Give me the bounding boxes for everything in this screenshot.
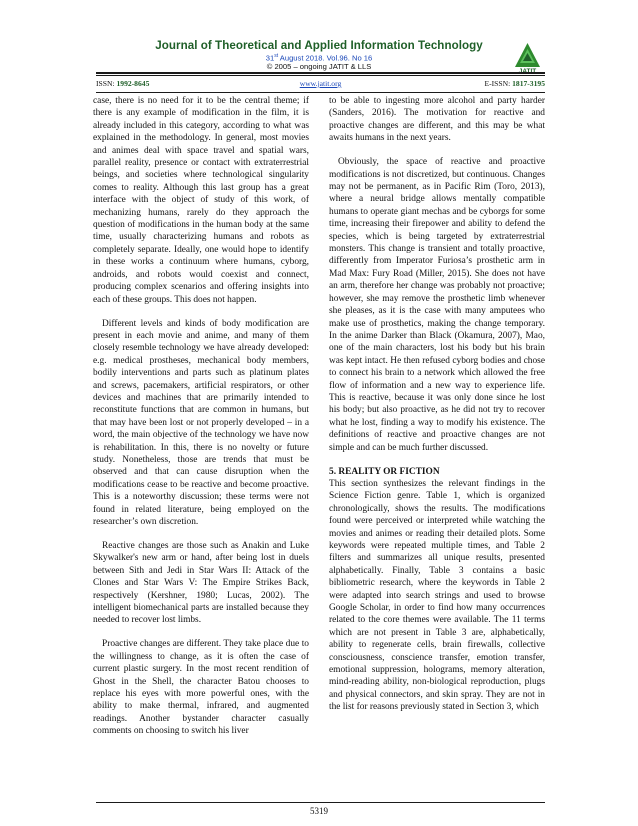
journal-title: Journal of Theoretical and Applied Information Technology: [155, 39, 483, 52]
journal-url-link[interactable]: www.jatit.org: [299, 79, 342, 88]
header-rule-thick: [96, 72, 545, 74]
paragraph: This section synthesizes the relevant findings in the Science Fiction genre. Table 1, which is organized chronologically, shows the results. The modifications found were perceived or interpreted while watching the movies and animes or reading their detailed plots. Some keywords were repeated multiple times, and Table 2 filters and summarizes all unique results, presented alphabetically. Finally, Table 3 contains a basic bibliometric research, where the keywords in Table 2 were adapted into search strings and used to browse Google Scholar, in order to find how many occurrences related to the core themes were available. The 11 terms which are not present in Table 3 are, alphabetically, ability to regenerate cells, brain firewalls, collective consciousness, conscience transfer, emotion transfer, emotional suppression, holograms, memory alteration, mind-reading ability, non-biological reproduction, plugs and physical connectors, and skin spray. They are not in the list for reasons previously stated in Section 3, which: [329, 478, 545, 713]
eissn: [484, 79, 545, 88]
page-number: 5319: [310, 806, 328, 816]
logo-text: JATIT: [518, 68, 537, 74]
paragraph: Different levels and kinds of body modification are present in each movie and anime, and many of them closely resemble technology we have already developed: e.g. medical prostheses, mechanical body members, bodily interventions and parts such as platinum plates and screws, pacemakers, artificial respirators, or other devices and machines that are primarily intended to reconstitute functions that are common in humans, but that may have been lost or not properly developed – in a word, the main objective of the technology we have now is rehabilitation. In this, there is no novelty or future study. Nonetheless, those are trends that must be observed and that can cause disruption when the modifications cease to be reactive and become proactive. This is a noteworthy discussion; these terms were not found in related literature, being employed on the researcher’s own discretion.: [93, 318, 309, 527]
right-column: [329, 95, 545, 725]
jatit-logo-icon: [511, 41, 544, 74]
paragraph: Reactive changes are those such as Anakin and Luke Skywalker's new arm or hand, after being lost in duels between Sith and Jedi in Star Wars II: Attack of the Clones and Star Wars V: The Empire Strikes Back, respectively (Kershner, 1980; Lucas, 2002). The intelligent biomechanical parts are installed because they needed to recover lost limbs.: [93, 541, 309, 626]
issn-label: ISSN:: [96, 79, 117, 88]
eissn-value: 1817-3195: [512, 79, 545, 88]
paragraph: Proactive changes are different. They take place due to the willingness to change, as it is often the case of current plastic surgery. In the most recent rendition of Ghost in the Shell, the character Batou chooses to replace his eyes with more powerful ones, with the ability to make thermal, infrared, and augmented readings. Another bystander character casually comments on choosing to switch his liver: [93, 639, 309, 737]
header-rule-thin: [96, 75, 545, 76]
footer-rule: [96, 802, 545, 803]
issue-day: 31: [265, 53, 275, 63]
meta-rule: [96, 92, 545, 93]
meta-row: [96, 79, 545, 91]
issue-rest: August 2018. Vol.96. No 16: [278, 53, 373, 63]
section-heading: 5. REALITY OR FICTION: [329, 466, 440, 477]
left-column: [93, 95, 309, 749]
journal-copyright: © 2005 – ongoing JATIT & LLS: [266, 62, 372, 71]
eissn-label: E-ISSN:: [484, 79, 513, 88]
paragraph: to be able to ingesting more alcohol and party harder (Sanders, 2016). The motivation for reactive and proactive changes are different, and this may be what awaits humans in the next years.: [329, 96, 545, 144]
issn-value: 1992-8645: [116, 79, 150, 88]
issue-day-suffix: st: [274, 53, 279, 59]
paragraph: Obviously, the space of reactive and proactive modifications is not discretized, but continuous. Changes may not be permanent, as in Pacific Rim (Toro, 2013), where a neural bridge allows mentally compatible humans to operate giant mechas and be cyborgs for some time, increasing their firepower and ability to defend the species, which is being targeted by extraterrestrial monsters. This change is transient and totally proactive, differently from Imperator Furiosa’s prosthetic arm in Mad Max: Fury Road (Miller, 2015). She does not have an arm, therefore her change was probably not proactive; however, she may remove the prosthetic limb whenever she pleases, as it is the case with many amputees who make use of prosthetics, making the change temporary. In the anime Darker than Black (Okamura, 2007), Mao, one of the main characters, lost his body but his brain was kept intact. He then refused cyborg bodies and chose to connect his brain to a network which allowed the free flow of information and a new way to experience life. This is reactive, because it was only done since he lost his body; but also proactive, as he did not try to recover what he lost, finding a way to modify his existence. The definitions of reactive and proactive changes are not simple and can be much further discussed.: [329, 157, 545, 453]
paragraph: case, there is no need for it to be the central theme; if there is any example of modification in the film, it is already included in this category, according to what was explained in the methodology. In general, most movies and animes deal with space travel and spatial wars, parallel reality, presence or contact with extraterrestrial beings, and societies where technological singularity comes to reality. Although this last group has a great interface with the object of study of this work, of mechanizing humans, rarely do they approach the question of modifications in the human body at the same time, usually characterizing humans and robots as completely separate. Ideally, one would hope to identify in these works a continuum where humans, cyborg, androids, and robots would coexist and connect, producing complex scenarios and offering insights into each of these groups. This does not happen.: [93, 96, 309, 305]
